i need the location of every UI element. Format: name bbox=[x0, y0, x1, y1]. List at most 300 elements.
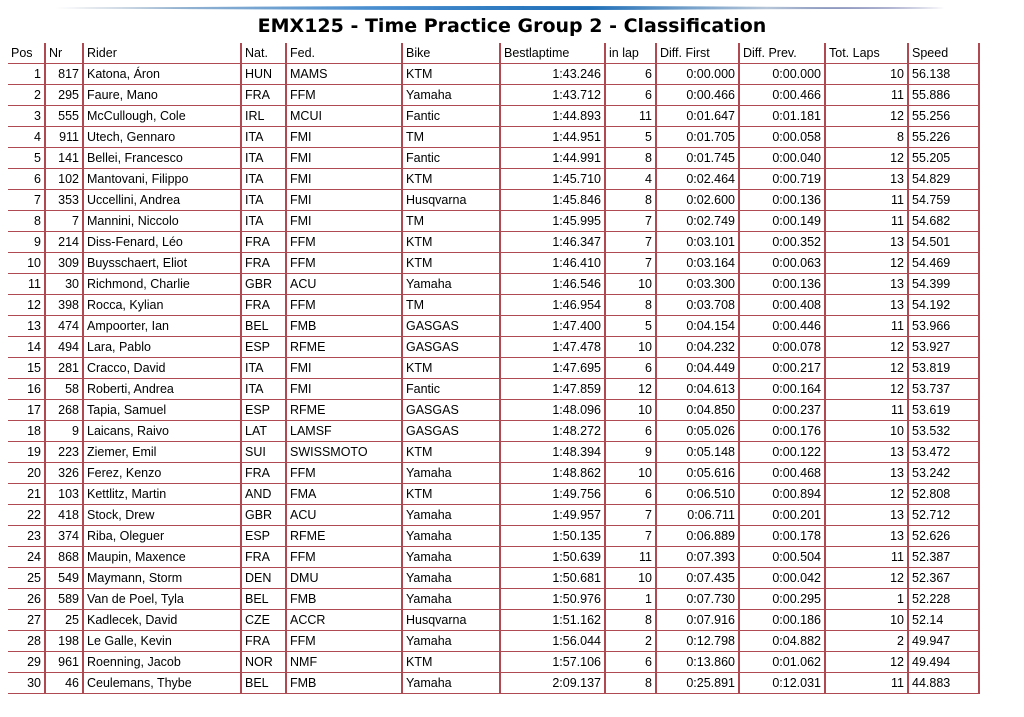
cell-diff-first: 0:01.647 bbox=[657, 106, 740, 127]
cell-nat: BEL bbox=[242, 316, 287, 337]
cell-bestlaptime: 1:46.546 bbox=[501, 274, 606, 295]
cell-nat: ITA bbox=[242, 358, 287, 379]
column-header-in-lap: in lap bbox=[606, 43, 657, 64]
table-row bbox=[8, 610, 980, 631]
cell-speed: 53.532 bbox=[909, 421, 980, 442]
cell-nat: GBR bbox=[242, 274, 287, 295]
table-row bbox=[8, 64, 980, 85]
cell-bike: Fantic bbox=[403, 106, 501, 127]
cell-speed: 54.192 bbox=[909, 295, 980, 316]
cell-tot-laps: 11 bbox=[826, 316, 909, 337]
table-row bbox=[8, 526, 980, 547]
cell-speed: 44.883 bbox=[909, 673, 980, 694]
cell-rider: Roenning, Jacob bbox=[84, 652, 242, 673]
cell-bike: Yamaha bbox=[403, 673, 501, 694]
cell-speed: 52.387 bbox=[909, 547, 980, 568]
cell-speed: 54.399 bbox=[909, 274, 980, 295]
cell-in-lap: 11 bbox=[606, 547, 657, 568]
cell-rider: Ceulemans, Thybe bbox=[84, 673, 242, 694]
cell-bestlaptime: 1:48.272 bbox=[501, 421, 606, 442]
table-row bbox=[8, 211, 980, 232]
cell-in-lap: 6 bbox=[606, 652, 657, 673]
cell-pos: 12 bbox=[8, 295, 46, 316]
cell-rider: Van de Poel, Tyla bbox=[84, 589, 242, 610]
cell-rider: Mannini, Niccolo bbox=[84, 211, 242, 232]
cell-tot-laps: 13 bbox=[826, 442, 909, 463]
cell-nat: LAT bbox=[242, 421, 287, 442]
cell-in-lap: 7 bbox=[606, 526, 657, 547]
cell-diff-first: 0:06.711 bbox=[657, 505, 740, 526]
cell-fed: FMI bbox=[287, 211, 403, 232]
cell-rider: Rocca, Kylian bbox=[84, 295, 242, 316]
cell-tot-laps: 12 bbox=[826, 379, 909, 400]
cell-speed: 52.367 bbox=[909, 568, 980, 589]
cell-bestlaptime: 1:43.246 bbox=[501, 64, 606, 85]
cell-fed: FFM bbox=[287, 85, 403, 106]
cell-fed: RFME bbox=[287, 400, 403, 421]
cell-nr: 268 bbox=[46, 400, 84, 421]
cell-fed: SWISSMOTO bbox=[287, 442, 403, 463]
cell-nr: 549 bbox=[46, 568, 84, 589]
cell-diff-prev: 0:00.446 bbox=[740, 316, 826, 337]
cell-bestlaptime: 1:44.991 bbox=[501, 148, 606, 169]
cell-in-lap: 6 bbox=[606, 85, 657, 106]
cell-in-lap: 6 bbox=[606, 358, 657, 379]
cell-bestlaptime: 2:09.137 bbox=[501, 673, 606, 694]
cell-nat: ITA bbox=[242, 169, 287, 190]
cell-diff-prev: 0:00.058 bbox=[740, 127, 826, 148]
cell-diff-first: 0:03.708 bbox=[657, 295, 740, 316]
cell-tot-laps: 13 bbox=[826, 274, 909, 295]
cell-diff-prev: 0:00.295 bbox=[740, 589, 826, 610]
cell-tot-laps: 13 bbox=[826, 463, 909, 484]
table-row bbox=[8, 652, 980, 673]
cell-speed: 54.501 bbox=[909, 232, 980, 253]
cell-tot-laps: 12 bbox=[826, 337, 909, 358]
cell-diff-first: 0:25.891 bbox=[657, 673, 740, 694]
cell-nr: 353 bbox=[46, 190, 84, 211]
cell-bestlaptime: 1:44.951 bbox=[501, 127, 606, 148]
cell-tot-laps: 10 bbox=[826, 610, 909, 631]
cell-diff-first: 0:06.510 bbox=[657, 484, 740, 505]
cell-nat: ESP bbox=[242, 337, 287, 358]
cell-rider: Katona, Áron bbox=[84, 64, 242, 85]
cell-diff-prev: 0:01.181 bbox=[740, 106, 826, 127]
cell-nr: 398 bbox=[46, 295, 84, 316]
cell-bike: GASGAS bbox=[403, 316, 501, 337]
cell-bike: KTM bbox=[403, 484, 501, 505]
cell-pos: 25 bbox=[8, 568, 46, 589]
cell-speed: 54.759 bbox=[909, 190, 980, 211]
cell-diff-first: 0:02.464 bbox=[657, 169, 740, 190]
cell-bestlaptime: 1:49.957 bbox=[501, 505, 606, 526]
cell-pos: 24 bbox=[8, 547, 46, 568]
cell-rider: Lara, Pablo bbox=[84, 337, 242, 358]
cell-in-lap: 8 bbox=[606, 190, 657, 211]
cell-nat: SUI bbox=[242, 442, 287, 463]
cell-nat: ITA bbox=[242, 127, 287, 148]
table-row bbox=[8, 631, 980, 652]
page-title: EMX125 - Time Practice Group 2 - Classification bbox=[257, 15, 767, 37]
cell-speed: 55.205 bbox=[909, 148, 980, 169]
cell-fed: FMB bbox=[287, 589, 403, 610]
cell-nr: 9 bbox=[46, 421, 84, 442]
cell-bestlaptime: 1:46.347 bbox=[501, 232, 606, 253]
cell-in-lap: 5 bbox=[606, 316, 657, 337]
cell-diff-first: 0:07.393 bbox=[657, 547, 740, 568]
cell-in-lap: 7 bbox=[606, 505, 657, 526]
cell-speed: 52.808 bbox=[909, 484, 980, 505]
table-row bbox=[8, 106, 980, 127]
cell-pos: 7 bbox=[8, 190, 46, 211]
cell-diff-first: 0:06.889 bbox=[657, 526, 740, 547]
cell-tot-laps: 11 bbox=[826, 190, 909, 211]
cell-diff-first: 0:04.613 bbox=[657, 379, 740, 400]
cell-speed: 56.138 bbox=[909, 64, 980, 85]
cell-bike: Yamaha bbox=[403, 85, 501, 106]
cell-in-lap: 6 bbox=[606, 421, 657, 442]
cell-nr: 374 bbox=[46, 526, 84, 547]
cell-tot-laps: 2 bbox=[826, 631, 909, 652]
cell-rider: Tapia, Samuel bbox=[84, 400, 242, 421]
cell-in-lap: 11 bbox=[606, 106, 657, 127]
cell-rider: Kadlecek, David bbox=[84, 610, 242, 631]
cell-fed: FFM bbox=[287, 232, 403, 253]
cell-diff-first: 0:03.101 bbox=[657, 232, 740, 253]
column-header-nat: Nat. bbox=[242, 43, 287, 64]
cell-in-lap: 5 bbox=[606, 127, 657, 148]
cell-nr: 281 bbox=[46, 358, 84, 379]
column-header-pos: Pos bbox=[8, 43, 46, 64]
cell-rider: Ferez, Kenzo bbox=[84, 463, 242, 484]
cell-bestlaptime: 1:49.756 bbox=[501, 484, 606, 505]
cell-nr: 141 bbox=[46, 148, 84, 169]
cell-in-lap: 1 bbox=[606, 589, 657, 610]
column-header-tot-laps: Tot. Laps bbox=[826, 43, 909, 64]
cell-nat: FRA bbox=[242, 463, 287, 484]
cell-speed: 52.228 bbox=[909, 589, 980, 610]
cell-nr: 555 bbox=[46, 106, 84, 127]
cell-bestlaptime: 1:45.710 bbox=[501, 169, 606, 190]
cell-pos: 3 bbox=[8, 106, 46, 127]
cell-bestlaptime: 1:57.106 bbox=[501, 652, 606, 673]
cell-speed: 54.469 bbox=[909, 253, 980, 274]
cell-in-lap: 10 bbox=[606, 463, 657, 484]
cell-tot-laps: 11 bbox=[826, 85, 909, 106]
cell-pos: 17 bbox=[8, 400, 46, 421]
cell-pos: 15 bbox=[8, 358, 46, 379]
cell-diff-first: 0:01.745 bbox=[657, 148, 740, 169]
table-row bbox=[8, 358, 980, 379]
cell-nat: IRL bbox=[242, 106, 287, 127]
cell-nat: ITA bbox=[242, 190, 287, 211]
cell-in-lap: 8 bbox=[606, 148, 657, 169]
cell-in-lap: 7 bbox=[606, 253, 657, 274]
cell-fed: RFME bbox=[287, 337, 403, 358]
cell-in-lap: 8 bbox=[606, 295, 657, 316]
cell-tot-laps: 13 bbox=[826, 169, 909, 190]
cell-bestlaptime: 1:50.135 bbox=[501, 526, 606, 547]
cell-fed: ACCR bbox=[287, 610, 403, 631]
cell-bike: KTM bbox=[403, 652, 501, 673]
cell-rider: McCullough, Cole bbox=[84, 106, 242, 127]
cell-diff-first: 0:00.000 bbox=[657, 64, 740, 85]
column-header-speed: Speed bbox=[909, 43, 980, 64]
cell-fed: ACU bbox=[287, 505, 403, 526]
column-header-bike: Bike bbox=[403, 43, 501, 64]
cell-rider: Maymann, Storm bbox=[84, 568, 242, 589]
cell-pos: 28 bbox=[8, 631, 46, 652]
cell-nr: 326 bbox=[46, 463, 84, 484]
cell-fed: FMI bbox=[287, 190, 403, 211]
cell-bestlaptime: 1:47.478 bbox=[501, 337, 606, 358]
cell-pos: 30 bbox=[8, 673, 46, 694]
cell-pos: 21 bbox=[8, 484, 46, 505]
cell-bike: Yamaha bbox=[403, 505, 501, 526]
cell-speed: 53.472 bbox=[909, 442, 980, 463]
cell-fed: FMI bbox=[287, 358, 403, 379]
cell-fed: LAMSF bbox=[287, 421, 403, 442]
cell-rider: Utech, Gennaro bbox=[84, 127, 242, 148]
table-row bbox=[8, 190, 980, 211]
cell-diff-prev: 0:00.078 bbox=[740, 337, 826, 358]
column-header-rider: Rider bbox=[84, 43, 242, 64]
cell-tot-laps: 11 bbox=[826, 211, 909, 232]
cell-nat: AND bbox=[242, 484, 287, 505]
cell-tot-laps: 12 bbox=[826, 568, 909, 589]
cell-speed: 53.737 bbox=[909, 379, 980, 400]
cell-pos: 6 bbox=[8, 169, 46, 190]
cell-fed: FMI bbox=[287, 148, 403, 169]
table-row bbox=[8, 169, 980, 190]
column-header-diff-prev: Diff. Prev. bbox=[740, 43, 826, 64]
cell-in-lap: 7 bbox=[606, 211, 657, 232]
cell-diff-prev: 0:00.063 bbox=[740, 253, 826, 274]
cell-nr: 474 bbox=[46, 316, 84, 337]
cell-bike: Fantic bbox=[403, 148, 501, 169]
cell-diff-first: 0:07.730 bbox=[657, 589, 740, 610]
cell-fed: FFM bbox=[287, 463, 403, 484]
cell-in-lap: 10 bbox=[606, 274, 657, 295]
table-row bbox=[8, 337, 980, 358]
cell-pos: 11 bbox=[8, 274, 46, 295]
cell-nr: 46 bbox=[46, 673, 84, 694]
cell-speed: 49.947 bbox=[909, 631, 980, 652]
cell-tot-laps: 12 bbox=[826, 148, 909, 169]
cell-nr: 103 bbox=[46, 484, 84, 505]
cell-pos: 8 bbox=[8, 211, 46, 232]
cell-fed: FMI bbox=[287, 169, 403, 190]
cell-nr: 817 bbox=[46, 64, 84, 85]
cell-bike: KTM bbox=[403, 358, 501, 379]
cell-diff-prev: 0:00.237 bbox=[740, 400, 826, 421]
cell-bike: TM bbox=[403, 127, 501, 148]
cell-diff-prev: 0:00.719 bbox=[740, 169, 826, 190]
cell-fed: FFM bbox=[287, 547, 403, 568]
cell-fed: NMF bbox=[287, 652, 403, 673]
cell-diff-first: 0:00.466 bbox=[657, 85, 740, 106]
table-row bbox=[8, 400, 980, 421]
cell-diff-prev: 0:00.176 bbox=[740, 421, 826, 442]
cell-diff-prev: 0:01.062 bbox=[740, 652, 826, 673]
cell-bike: GASGAS bbox=[403, 421, 501, 442]
cell-diff-prev: 0:00.217 bbox=[740, 358, 826, 379]
cell-diff-prev: 0:00.000 bbox=[740, 64, 826, 85]
column-header-nr: Nr bbox=[46, 43, 84, 64]
cell-fed: FMB bbox=[287, 316, 403, 337]
cell-fed: FMB bbox=[287, 673, 403, 694]
cell-fed: FMA bbox=[287, 484, 403, 505]
cell-nat: FRA bbox=[242, 85, 287, 106]
table-row bbox=[8, 85, 980, 106]
cell-nr: 102 bbox=[46, 169, 84, 190]
cell-speed: 49.494 bbox=[909, 652, 980, 673]
table-row bbox=[8, 442, 980, 463]
cell-bestlaptime: 1:50.681 bbox=[501, 568, 606, 589]
cell-pos: 20 bbox=[8, 463, 46, 484]
cell-nat: ITA bbox=[242, 148, 287, 169]
cell-diff-prev: 0:00.040 bbox=[740, 148, 826, 169]
cell-in-lap: 6 bbox=[606, 64, 657, 85]
cell-diff-prev: 0:00.894 bbox=[740, 484, 826, 505]
cell-in-lap: 4 bbox=[606, 169, 657, 190]
cell-diff-first: 0:02.600 bbox=[657, 190, 740, 211]
cell-speed: 55.886 bbox=[909, 85, 980, 106]
cell-pos: 26 bbox=[8, 589, 46, 610]
cell-diff-prev: 0:00.408 bbox=[740, 295, 826, 316]
cell-fed: MAMS bbox=[287, 64, 403, 85]
cell-pos: 1 bbox=[8, 64, 46, 85]
cell-diff-first: 0:02.749 bbox=[657, 211, 740, 232]
cell-bestlaptime: 1:50.639 bbox=[501, 547, 606, 568]
table-row bbox=[8, 463, 980, 484]
cell-in-lap: 7 bbox=[606, 232, 657, 253]
cell-nr: 589 bbox=[46, 589, 84, 610]
cell-bestlaptime: 1:47.400 bbox=[501, 316, 606, 337]
cell-speed: 55.256 bbox=[909, 106, 980, 127]
cell-tot-laps: 13 bbox=[826, 526, 909, 547]
cell-fed: FMI bbox=[287, 127, 403, 148]
cell-pos: 4 bbox=[8, 127, 46, 148]
table-header-row bbox=[8, 43, 980, 64]
table-row bbox=[8, 421, 980, 442]
cell-nat: FRA bbox=[242, 295, 287, 316]
table-row bbox=[8, 484, 980, 505]
cell-bestlaptime: 1:45.995 bbox=[501, 211, 606, 232]
cell-rider: Faure, Mano bbox=[84, 85, 242, 106]
cell-pos: 9 bbox=[8, 232, 46, 253]
cell-tot-laps: 1 bbox=[826, 589, 909, 610]
cell-tot-laps: 10 bbox=[826, 64, 909, 85]
cell-nr: 418 bbox=[46, 505, 84, 526]
cell-bestlaptime: 1:43.712 bbox=[501, 85, 606, 106]
cell-pos: 23 bbox=[8, 526, 46, 547]
cell-nr: 494 bbox=[46, 337, 84, 358]
cell-pos: 22 bbox=[8, 505, 46, 526]
column-header-bestlaptime: Bestlaptime bbox=[501, 43, 606, 64]
cell-tot-laps: 13 bbox=[826, 295, 909, 316]
cell-nat: BEL bbox=[242, 589, 287, 610]
cell-rider: Bellei, Francesco bbox=[84, 148, 242, 169]
cell-tot-laps: 11 bbox=[826, 547, 909, 568]
cell-rider: Kettlitz, Martin bbox=[84, 484, 242, 505]
cell-diff-prev: 0:00.164 bbox=[740, 379, 826, 400]
cell-diff-prev: 0:12.031 bbox=[740, 673, 826, 694]
cell-nr: 911 bbox=[46, 127, 84, 148]
cell-bike: TM bbox=[403, 295, 501, 316]
cell-nr: 198 bbox=[46, 631, 84, 652]
table-row bbox=[8, 505, 980, 526]
table-row bbox=[8, 673, 980, 694]
cell-diff-prev: 0:00.186 bbox=[740, 610, 826, 631]
table-row bbox=[8, 295, 980, 316]
cell-nat: ITA bbox=[242, 379, 287, 400]
cell-pos: 10 bbox=[8, 253, 46, 274]
table-row bbox=[8, 148, 980, 169]
cell-nr: 214 bbox=[46, 232, 84, 253]
cell-fed: FFM bbox=[287, 253, 403, 274]
cell-pos: 16 bbox=[8, 379, 46, 400]
cell-rider: Stock, Drew bbox=[84, 505, 242, 526]
cell-rider: Cracco, David bbox=[84, 358, 242, 379]
cell-nr: 30 bbox=[46, 274, 84, 295]
table-row bbox=[8, 316, 980, 337]
cell-nat: CZE bbox=[242, 610, 287, 631]
cell-diff-prev: 0:00.136 bbox=[740, 190, 826, 211]
cell-nr: 309 bbox=[46, 253, 84, 274]
cell-bike: Yamaha bbox=[403, 274, 501, 295]
cell-speed: 53.927 bbox=[909, 337, 980, 358]
cell-tot-laps: 10 bbox=[826, 421, 909, 442]
cell-bike: Fantic bbox=[403, 379, 501, 400]
cell-fed: RFME bbox=[287, 526, 403, 547]
cell-tot-laps: 12 bbox=[826, 484, 909, 505]
cell-pos: 29 bbox=[8, 652, 46, 673]
header-banner-stripe bbox=[55, 5, 945, 11]
cell-bike: Yamaha bbox=[403, 526, 501, 547]
cell-rider: Diss-Fenard, Léo bbox=[84, 232, 242, 253]
cell-bestlaptime: 1:45.846 bbox=[501, 190, 606, 211]
table-row bbox=[8, 127, 980, 148]
cell-tot-laps: 11 bbox=[826, 400, 909, 421]
cell-diff-prev: 0:04.882 bbox=[740, 631, 826, 652]
cell-rider: Le Galle, Kevin bbox=[84, 631, 242, 652]
cell-speed: 53.966 bbox=[909, 316, 980, 337]
cell-diff-first: 0:04.232 bbox=[657, 337, 740, 358]
cell-rider: Ampoorter, Ian bbox=[84, 316, 242, 337]
table-row bbox=[8, 274, 980, 295]
cell-in-lap: 10 bbox=[606, 568, 657, 589]
table-row bbox=[8, 547, 980, 568]
cell-in-lap: 6 bbox=[606, 484, 657, 505]
cell-diff-first: 0:07.916 bbox=[657, 610, 740, 631]
cell-diff-prev: 0:00.466 bbox=[740, 85, 826, 106]
cell-nat: ESP bbox=[242, 400, 287, 421]
cell-bike: Husqvarna bbox=[403, 190, 501, 211]
cell-nat: ESP bbox=[242, 526, 287, 547]
cell-in-lap: 12 bbox=[606, 379, 657, 400]
cell-nat: BEL bbox=[242, 673, 287, 694]
cell-nr: 58 bbox=[46, 379, 84, 400]
cell-bestlaptime: 1:48.862 bbox=[501, 463, 606, 484]
cell-nat: HUN bbox=[242, 64, 287, 85]
cell-tot-laps: 11 bbox=[826, 673, 909, 694]
cell-bestlaptime: 1:47.859 bbox=[501, 379, 606, 400]
cell-in-lap: 2 bbox=[606, 631, 657, 652]
cell-tot-laps: 12 bbox=[826, 253, 909, 274]
cell-nr: 25 bbox=[46, 610, 84, 631]
cell-fed: MCUI bbox=[287, 106, 403, 127]
